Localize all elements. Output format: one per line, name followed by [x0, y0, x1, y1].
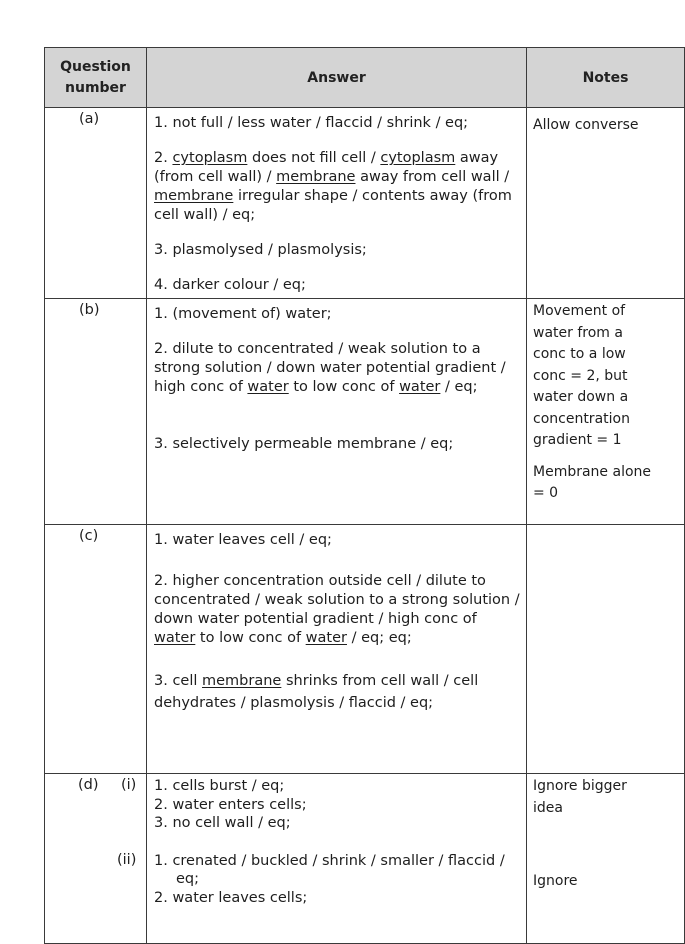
- answer-cell-d: [147, 774, 527, 944]
- answer-cell-b: [147, 299, 527, 525]
- notes-cell-c: [527, 525, 685, 774]
- row-a: [45, 108, 685, 299]
- answer-d-i-line-1: 1. cells burst / eq;: [154, 778, 285, 794]
- notes-cell-d: [527, 774, 685, 944]
- answer-c-point-3: 3. cell membrane shrinks from cell wall / cell dehydrates / plasmolysis / flaccid / eq;: [154, 673, 479, 711]
- row-d: [45, 774, 685, 944]
- answer-d-i-line-3: 3. no cell wall / eq;: [154, 815, 291, 831]
- notes-b-2: Membrane alone = 0: [533, 463, 652, 501]
- answer-b-point-3: 3. selectively permeable membrane / eq;: [154, 436, 454, 452]
- question-label-cell: [45, 108, 147, 299]
- question-label-a: (a): [79, 111, 100, 127]
- notes-cell-a: [527, 108, 685, 299]
- answer-d-ii: [154, 852, 520, 908]
- question-label-d: (d): [78, 777, 99, 793]
- answer-b-point-2: 2. dilute to concentrated / weak solution to a strong solution / down water potential gradient / high conc of water to low conc of water / eq;: [154, 341, 506, 395]
- notes-b-1: Movement of water from a conc to a low conc = 2, but water down a concentration gradient = 1: [533, 303, 630, 448]
- answer-d-i: [154, 777, 520, 833]
- answer-header: Answer: [147, 48, 527, 108]
- notes-cell-b: [527, 299, 685, 525]
- answer-a-point-2: 2. cytoplasm does not fill cell / cytoplasm away (from cell wall) / membrane away from cell wall / membrane irregular shape / contents away (from cell wall) / eq;: [154, 150, 512, 223]
- question-label-d-i: (i): [121, 777, 137, 793]
- row-c: [45, 525, 685, 774]
- answer-cell-c: [147, 525, 527, 774]
- answer-d-ii-line-1: 1. crenated / buckled / shrink / smaller / flaccid / eq;: [154, 852, 505, 887]
- question-label-b: (b): [79, 302, 100, 318]
- notes-d-ii: Ignore: [533, 873, 578, 889]
- question-header-line2: number: [65, 79, 126, 96]
- question-number-header: [45, 48, 147, 108]
- answer-c-point-2: 2. higher concentration outside cell / dilute to concentrated / weak solution to a strong solution / down water potential gradient / high conc of water to low conc of water / eq; eq;: [154, 573, 520, 646]
- notes-a: Allow converse: [533, 117, 639, 133]
- question-label-c: (c): [79, 528, 99, 544]
- notes-d-i: Ignore bigger idea: [533, 778, 627, 816]
- answer-a-point-1: 1. not full / less water / flaccid / shrink / eq;: [154, 115, 469, 131]
- question-header-line1: Question: [60, 58, 131, 75]
- header-row: [45, 48, 685, 108]
- answer-a-point-4: 4. darker colour / eq;: [154, 277, 306, 293]
- row-b: [45, 299, 685, 525]
- answer-cell-a: [147, 108, 527, 299]
- answer-c-point-1: 1. water leaves cell / eq;: [154, 532, 332, 548]
- notes-header: Notes: [527, 48, 685, 108]
- question-label-cell: [45, 299, 147, 525]
- question-label-cell: [45, 525, 147, 774]
- answer-a-point-3: 3. plasmolysed / plasmolysis;: [154, 242, 367, 258]
- question-label-d-ii: (ii): [117, 852, 137, 868]
- answer-d-i-line-2: 2. water enters cells;: [154, 796, 307, 813]
- answer-b-point-1: 1. (movement of) water;: [154, 306, 332, 322]
- mark-scheme-table: [44, 47, 685, 944]
- question-label-cell: [45, 774, 147, 944]
- answer-d-ii-line-2: 2. water leaves cells;: [154, 889, 308, 906]
